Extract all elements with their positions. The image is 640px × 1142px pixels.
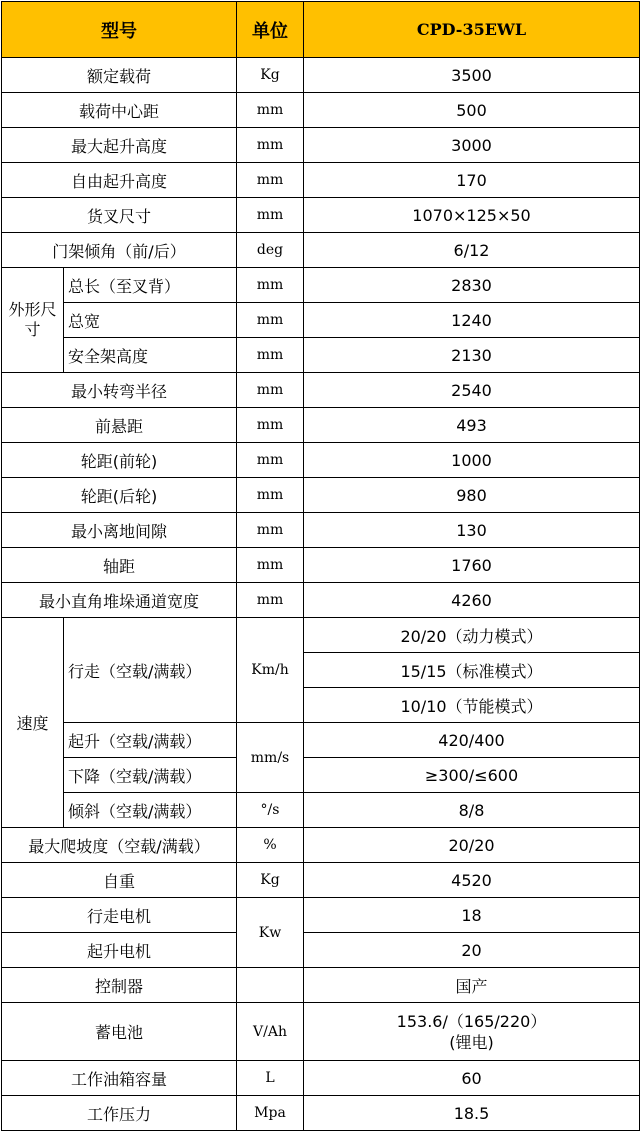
row-value: 18 — [304, 898, 640, 933]
row-unit: mm — [237, 373, 304, 408]
table-row — [2, 58, 640, 93]
row-name: 总长（至叉背） — [64, 268, 237, 303]
row-value: 1760 — [304, 548, 640, 583]
table-row — [2, 233, 640, 268]
row-name: 蓄电池 — [2, 1003, 237, 1061]
row-unit: deg — [237, 233, 304, 268]
row-value: 1070×125×50 — [304, 198, 640, 233]
row-value: 980 — [304, 478, 640, 513]
table-row — [2, 163, 640, 198]
table-row — [2, 198, 640, 233]
row-value: 10/10（节能模式） — [304, 688, 640, 723]
row-unit: mm — [237, 93, 304, 128]
row-name: 载荷中心距 — [2, 93, 237, 128]
row-value: 20 — [304, 933, 640, 968]
header-row — [2, 2, 640, 58]
row-name: 起升（空载/满载） — [64, 723, 237, 758]
table-row — [2, 758, 640, 793]
table-row — [2, 793, 640, 828]
row-value: 1240 — [304, 303, 640, 338]
table-row — [2, 863, 640, 898]
table-row — [2, 968, 640, 1003]
row-value: 1000 — [304, 443, 640, 478]
row-value: 2130 — [304, 338, 640, 373]
row-name: 工作油箱容量 — [2, 1061, 237, 1096]
table-row — [2, 618, 640, 653]
table-row — [2, 583, 640, 618]
row-value: 4520 — [304, 863, 640, 898]
table-row — [2, 268, 640, 303]
row-unit: mm — [237, 303, 304, 338]
header-model: CPD-35EWL — [304, 2, 640, 58]
row-value: 500 — [304, 93, 640, 128]
row-unit: Km/h — [237, 618, 304, 723]
row-value: 国产 — [304, 968, 640, 1003]
row-value: 6/12 — [304, 233, 640, 268]
table-row — [2, 408, 640, 443]
row-unit: °/s — [237, 793, 304, 828]
row-name: 总宽 — [64, 303, 237, 338]
row-name: 下降（空载/满载） — [64, 758, 237, 793]
header-unit: 单位 — [237, 2, 304, 58]
row-unit: mm — [237, 583, 304, 618]
table-row — [2, 338, 640, 373]
table-row — [2, 898, 640, 933]
table-row — [2, 1003, 640, 1061]
row-name: 最大起升高度 — [2, 128, 237, 163]
row-name: 行走（空载/满载） — [64, 618, 237, 723]
row-unit: mm — [237, 128, 304, 163]
row-value: 2830 — [304, 268, 640, 303]
row-name: 安全架高度 — [64, 338, 237, 373]
table-row — [2, 723, 640, 758]
table-row — [2, 303, 640, 338]
row-value: 20/20 — [304, 828, 640, 863]
row-value: 3000 — [304, 128, 640, 163]
row-name: 货叉尺寸 — [2, 198, 237, 233]
row-name: 轮距(后轮) — [2, 478, 237, 513]
row-value: 3500 — [304, 58, 640, 93]
row-unit: V/Ah — [237, 1003, 304, 1061]
table-row — [2, 548, 640, 583]
row-value: 2540 — [304, 373, 640, 408]
row-unit: mm — [237, 443, 304, 478]
group-label-dimensions: 外形尺寸 — [2, 268, 64, 373]
row-name: 轮距(前轮) — [2, 443, 237, 478]
table-row — [2, 828, 640, 863]
row-unit: mm — [237, 163, 304, 198]
table-row — [2, 93, 640, 128]
row-unit: Kg — [237, 58, 304, 93]
row-value: 170 — [304, 163, 640, 198]
row-unit: mm — [237, 548, 304, 583]
row-unit: Kw — [237, 898, 304, 968]
row-value: 8/8 — [304, 793, 640, 828]
row-name: 控制器 — [2, 968, 237, 1003]
row-unit: % — [237, 828, 304, 863]
row-value: 18.5 — [304, 1096, 640, 1131]
table-row — [2, 478, 640, 513]
spec-table — [1, 1, 640, 1131]
battery-value-line1: 153.6/（165/220） — [396, 1011, 547, 1031]
row-name: 门架倾角（前/后） — [2, 233, 237, 268]
row-unit: L — [237, 1061, 304, 1096]
row-value: 60 — [304, 1061, 640, 1096]
row-name: 最大爬坡度（空载/满载） — [2, 828, 237, 863]
row-name: 自由起升高度 — [2, 163, 237, 198]
row-value: 15/15（标准模式） — [304, 653, 640, 688]
row-value — [304, 1003, 640, 1061]
row-name: 起升电机 — [2, 933, 237, 968]
row-value: 4260 — [304, 583, 640, 618]
battery-value-line2: (锂电) — [449, 1032, 494, 1052]
row-name: 最小直角堆垛通道宽度 — [2, 583, 237, 618]
row-unit: mm — [237, 198, 304, 233]
table-row — [2, 128, 640, 163]
table-row — [2, 1061, 640, 1096]
row-unit: mm — [237, 478, 304, 513]
row-name: 工作压力 — [2, 1096, 237, 1131]
row-unit: mm — [237, 408, 304, 443]
table-row — [2, 1096, 640, 1131]
row-value: 130 — [304, 513, 640, 548]
row-value: 493 — [304, 408, 640, 443]
table-row — [2, 373, 640, 408]
row-unit: mm — [237, 513, 304, 548]
row-unit: Mpa — [237, 1096, 304, 1131]
header-name: 型号 — [2, 2, 237, 58]
row-name: 轴距 — [2, 548, 237, 583]
row-unit: mm — [237, 338, 304, 373]
row-unit: mm — [237, 268, 304, 303]
row-unit: mm/s — [237, 723, 304, 793]
row-name: 行走电机 — [2, 898, 237, 933]
row-unit — [237, 968, 304, 1003]
row-name: 倾斜（空载/满载） — [64, 793, 237, 828]
row-value: 420/400 — [304, 723, 640, 758]
row-name: 前悬距 — [2, 408, 237, 443]
row-unit: Kg — [237, 863, 304, 898]
table-row — [2, 443, 640, 478]
row-value: ≥300/≤600 — [304, 758, 640, 793]
row-value: 20/20（动力模式） — [304, 618, 640, 653]
table-row — [2, 933, 640, 968]
table-row — [2, 513, 640, 548]
row-name: 额定载荷 — [2, 58, 237, 93]
group-label-speed: 速度 — [2, 618, 64, 828]
row-name: 自重 — [2, 863, 237, 898]
row-name: 最小离地间隙 — [2, 513, 237, 548]
row-name: 最小转弯半径 — [2, 373, 237, 408]
